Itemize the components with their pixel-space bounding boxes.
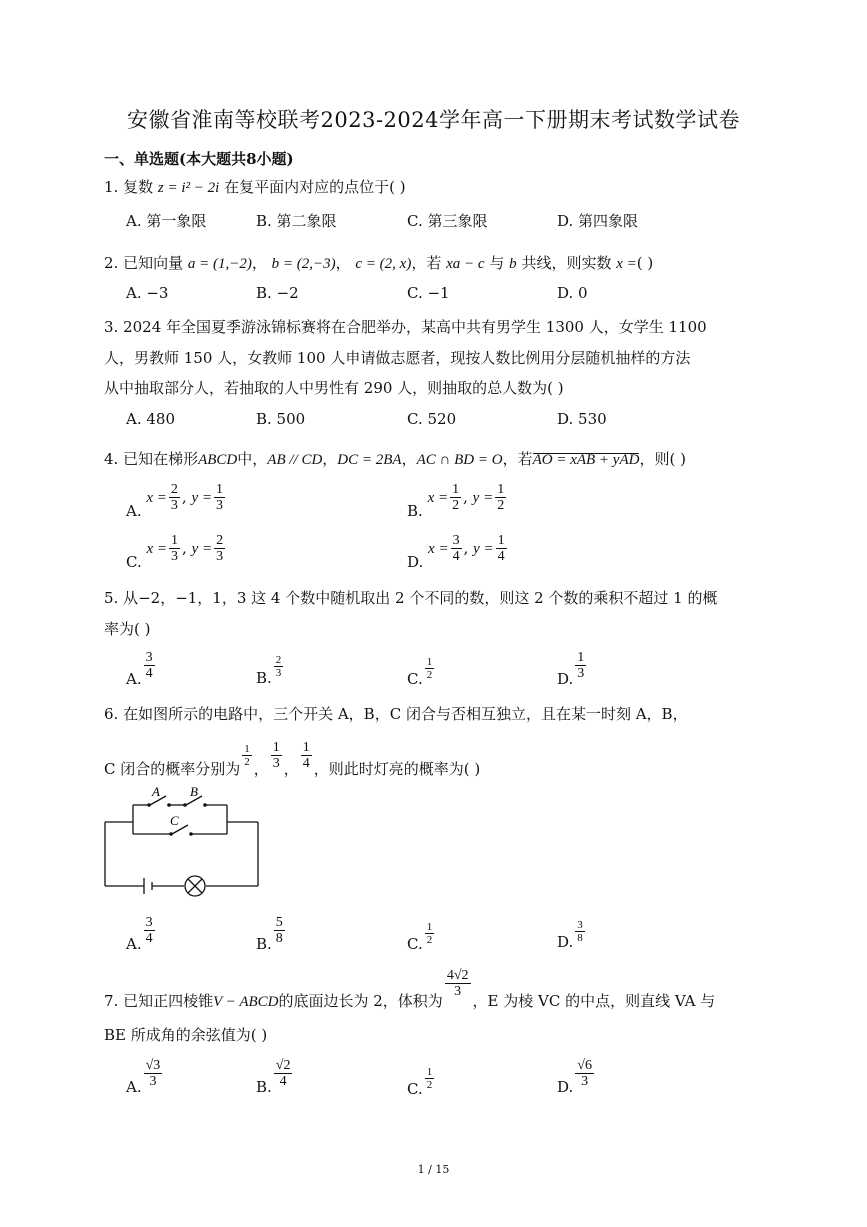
q7-option-c: C. $\frac{1}{2}$ <box>407 1066 433 1098</box>
q6-line-2: C 闭合的概率分别为 $\frac{1}{2}$ ， $\frac{1}{3}$ ， $\frac{1}{4}$ ，则此时灯亮的概率为( ) <box>104 740 481 778</box>
q1-post: 在复平面内对应的点位于( ) <box>224 178 406 196</box>
question-1-stem <box>104 176 406 197</box>
question-7-stem: 7. 已知正四棱锥V − ABCD的底面边长为 2，体积为 $\frac{4√2}{3}$ ，E 为棱 VC 的中点，则直线 VA 与 <box>104 968 716 1010</box>
q4-option-d: D. x = $\frac{3}{4}$ , y = $\frac{1}{4}$ <box>407 533 505 571</box>
q4-b-y-frac: $\frac{1}{2}$ <box>497 482 505 514</box>
question-2-stem: 2. 已知向量 a = (1,−2)， b = (2,−3)， c = (2, x)，若 xa − c 与 b 共线，则实数 x =( ) <box>104 254 654 272</box>
q4-option-b: B. x = $\frac{1}{2}$ , y = $\frac{1}{2}$ <box>407 482 505 520</box>
page-title: 安徽省淮南等校联考2023-2024学年高一下册期末考试数学试卷 <box>127 108 740 132</box>
q2-mid: ，若 <box>411 254 442 272</box>
q4-intersection: AC ∩ BD = O <box>416 452 503 468</box>
q4-c-label: C. <box>126 552 142 571</box>
q4-d-x-frac: $\frac{3}{4}$ <box>452 533 460 565</box>
q4-parallel: AB // CD <box>267 452 323 468</box>
q4-abcd: ABCD <box>198 452 238 468</box>
section-heading: 一、单选题(本大题共8小题) <box>104 150 294 168</box>
q1-pre: 1. 复数 <box>104 178 154 196</box>
q1-option-c: C. 第三象限 <box>407 212 488 230</box>
q6-option-d: D. $\frac{3}{8}$ <box>557 919 583 951</box>
switch-a-label: A <box>152 784 160 799</box>
q2-option-c: C. −1 <box>407 284 450 302</box>
q7-option-b: B. $\frac{√2}{4}$ <box>256 1058 291 1096</box>
q5-option-a: A. $\frac{3}{4}$ <box>126 650 153 688</box>
q5-option-d: D. $\frac{1}{3}$ <box>557 650 585 688</box>
q2-with: 与 <box>489 254 505 272</box>
q7-line-2: BE 所成角的余弦值为( ) <box>104 1026 268 1044</box>
q3-option-b: B. 500 <box>256 410 306 428</box>
q5-option-c: C. $\frac{1}{2}$ <box>407 656 433 688</box>
q7-volume-frac: $\frac{4√2}{3}$ <box>446 968 469 1000</box>
q6-option-c: C. $\frac{1}{2}$ <box>407 921 433 953</box>
q3-line-2: 人，男教师 150 人，女教师 100 人申请做志愿者，现按人数比例用分层随机抽样的方法 <box>104 349 691 367</box>
q3-line-1: 3. 2024 年全国夏季游泳锦标赛将在合肥举办，某高中共有男学生 1300 人，女学生 1100 <box>104 318 707 336</box>
q2-option-d: D. 0 <box>557 284 588 302</box>
q4-c-x-frac: $\frac{1}{3}$ <box>171 533 179 565</box>
q6-option-a: A. $\frac{3}{4}$ <box>126 915 153 953</box>
q4-d-y-frac: $\frac{1}{4}$ <box>497 533 505 565</box>
q5-option-b: B. $\frac{2}{3}$ <box>256 654 282 687</box>
q3-option-d: D. 530 <box>557 410 607 428</box>
q2-vec-b: b = (2,−3) <box>271 256 336 272</box>
q2-combo: xa − c <box>446 256 485 272</box>
q4-a-label: A. <box>126 501 142 520</box>
q4-pre: 4. 已知在梯形 <box>104 450 199 468</box>
q2-paren: ( ) <box>636 254 654 272</box>
q4-b-x-frac: $\frac{1}{2}$ <box>452 482 460 514</box>
q2-x: x = <box>616 256 637 272</box>
q2-post: 共线，则实数 <box>521 254 612 272</box>
q3-line-3: 从中抽取部分人，若抽取的人中男性有 290 人，则抽取的总人数为( ) <box>104 379 564 397</box>
circuit-diagram <box>100 782 265 902</box>
q4-then: ，则( ) <box>639 450 686 468</box>
q4-in: 中， <box>237 450 268 468</box>
q4-b-label: B. <box>407 501 423 520</box>
q3-option-c: C. 520 <box>407 410 457 428</box>
q6-option-b: B. $\frac{5}{8}$ <box>256 915 283 953</box>
q5-line-2: 率为( ) <box>104 620 151 638</box>
q4-option-a: A. x = $\frac{2}{3}$ , y = $\frac{1}{3}$ <box>126 482 223 520</box>
q4-c-y-frac: $\frac{2}{3}$ <box>216 533 224 565</box>
q5-line-1: 5. 从−2，−1，1，3 这 4 个数中随机取出 2 个不同的数，则这 2 个数的乘积不超过 1 的概 <box>104 589 718 607</box>
q1-option-a: A. 第一象限 <box>126 212 207 230</box>
q4-if: ，若 <box>502 450 533 468</box>
q7-option-a: A. $\frac{√3}{3}$ <box>126 1058 161 1096</box>
q2-vec-c: c = (2, x) <box>355 256 412 272</box>
q7-option-d: D. $\frac{√6}{3}$ <box>557 1058 592 1096</box>
q2-bvec: b <box>509 256 517 272</box>
q2-option-b: B. −2 <box>256 284 299 302</box>
q4-a-x-frac: $\frac{2}{3}$ <box>170 482 178 514</box>
q4-option-c: C. x = $\frac{1}{3}$ , y = $\frac{2}{3}$ <box>126 533 224 571</box>
q2-vec-a: a = (1,−2) <box>187 256 252 272</box>
q6-line-1: 6. 在如图所示的电路中，三个开关 A，B，C 闭合与否相互独立，且在某一时刻 A，B， <box>104 705 688 723</box>
q2-option-a: A. −3 <box>126 284 169 302</box>
q4-d-label: D. <box>407 552 424 571</box>
page-number: 1 / 15 <box>417 1163 450 1176</box>
switch-c-label: C <box>170 813 179 828</box>
q4-vector-eq: AO = xAB + yAD <box>532 452 640 468</box>
q4-a-y-frac: $\frac{1}{3}$ <box>216 482 223 514</box>
q1-option-b: B. 第二象限 <box>256 212 337 230</box>
question-4-stem: 4. 已知在梯形ABCD中，AB // CD，DC = 2BA，AC ∩ BD = O，若AO = xAB + yAD，则( ) <box>104 450 686 468</box>
q3-option-a: A. 480 <box>126 410 175 428</box>
q2-pre: 2. 已知向量 <box>104 254 184 272</box>
switch-b-label: B <box>190 784 198 799</box>
q4-dc: DC = 2BA <box>337 452 402 468</box>
q1-expr: z = i² − 2i <box>157 180 220 196</box>
q1-option-d: D. 第四象限 <box>557 212 639 230</box>
